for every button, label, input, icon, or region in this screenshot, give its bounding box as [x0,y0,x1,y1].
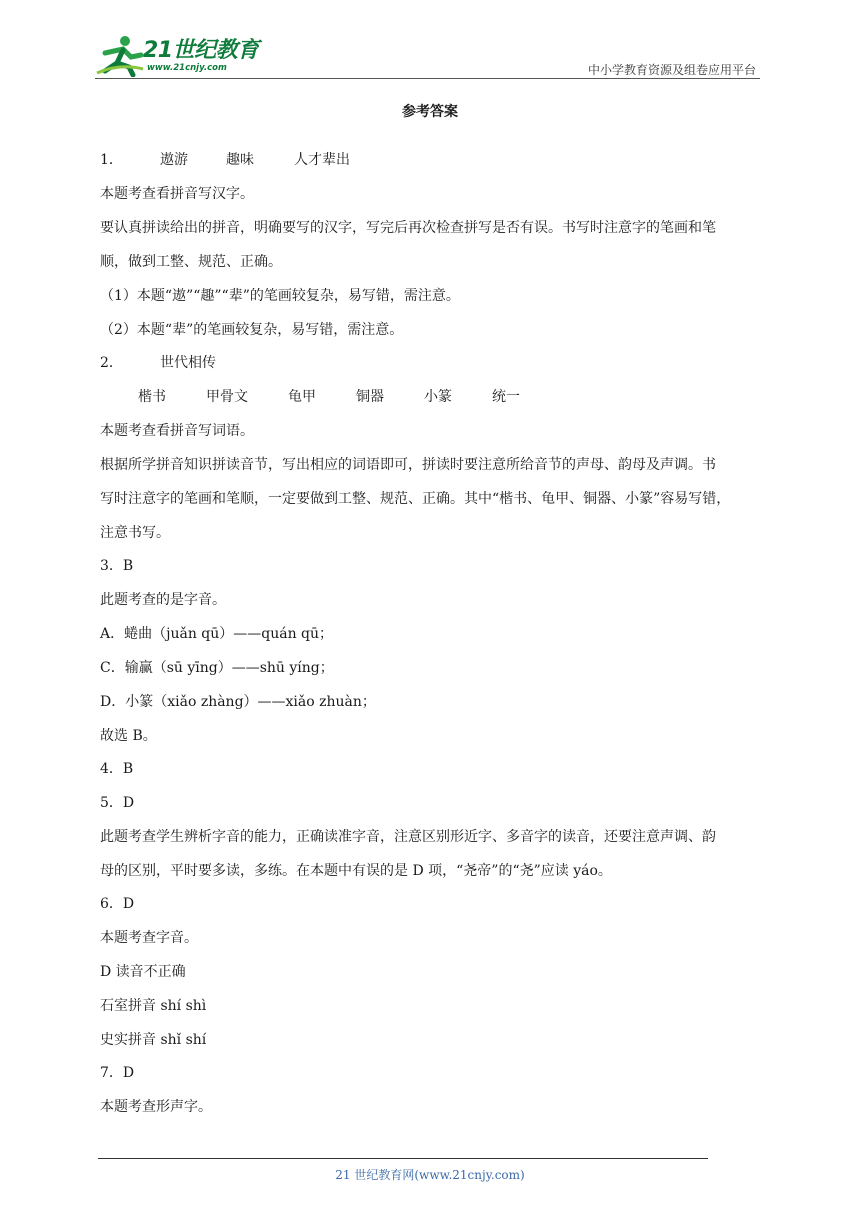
q2-answer-5: 小篆 [424,389,452,405]
q2-line-1: 本题考查看拼音写词语。 [100,423,254,439]
q2-answer-6: 统一 [492,389,520,405]
q1-answer-row [100,150,350,170]
q6-line-1: 本题考查字音。 [100,930,198,946]
runner-logo-icon [95,33,145,77]
q6-answer: 6．D [100,896,135,912]
q2-answers-row [138,387,520,407]
logo-text: 21世纪教育 [143,38,259,63]
q3-line-2: A．蜷曲（juǎn qū）——quán qū； [100,626,334,642]
page-header [0,0,860,84]
q3-line-4: D．小篆（xiǎo zhàng）——xiǎo zhuàn； [100,694,376,710]
logo [95,33,265,77]
q1-line-5: （2）本题“辈”的笔画较复杂，易写错，需注意。 [100,322,404,338]
q6-line-2: D 读音不正确 [100,964,186,980]
q1-line-4: （1）本题“遨”“趣”“辈”的笔画较复杂，易写错，需注意。 [100,288,460,304]
q1-line-3: 顺，做到工整、规范、正确。 [100,254,282,270]
q2-line-3: 写时注意字的笔画和笔顺，一定要做到工整、规范、正确。其中“楷书、龟甲、铜器、小篆”容易写错， [100,491,731,507]
q7-answer: 7．D [100,1065,135,1081]
q2-answer-1: 楷书 [138,389,166,405]
q1-answer-3: 人才辈出 [294,152,350,168]
q1-number: 1． [100,152,123,168]
q5-line-1: 此题考查学生辨析字音的能力，正确读准字音，注意区别形近字、多音字的读音，还要注意声调、韵 [100,829,716,845]
q6-line-4: 史实拼音 shǐ shí [100,1032,207,1048]
footer-divider [98,1158,708,1159]
q2-line-4: 注意书写。 [100,525,170,541]
q5-answer: 5．D [100,795,135,811]
q3-line-3: C．输赢（sū yīng）——shū yíng； [100,660,334,676]
q3-line-1: 此题考查的是字音。 [100,592,226,608]
q6-line-3: 石室拼音 shí shì [100,998,207,1014]
q2-answer-4: 铜器 [356,389,384,405]
page-footer[interactable]: 21 世纪教育网(www.21cnjy.com) [335,1168,525,1182]
q2-answer-3: 龟甲 [288,389,316,405]
q2-line-2: 根据所学拼音知识拼读音节，写出相应的词语即可，拼读时要注意所给音节的声母、韵母及声调。书 [100,457,716,473]
header-divider [95,78,760,79]
q4-answer: 4．B [100,761,134,777]
q3-answer: 3．B [100,558,134,574]
q2-answer-main: 世代相传 [160,355,216,371]
q5-line-2: 母的区别，平时要多读，多练。在本题中有误的是 D 项，“尧帝”的“尧”应读 yáo。 [100,863,612,879]
q1-line-2: 要认真拼读给出的拼音，明确要写的汉字，写完后再次检查拼写是否有误。书写时注意字的笔画和笔 [100,220,716,236]
q2-number: 2． [100,355,123,371]
q1-answer-1: 遨游 [160,152,188,168]
page-title: 参考答案 [402,104,458,120]
q1-line-1: 本题考查看拼音写汉字。 [100,186,254,202]
header-tagline: 中小学教育资源及组卷应用平台 [587,63,756,77]
q2-answer-row [100,353,216,373]
q2-answer-2: 甲骨文 [206,389,248,405]
logo-url: www.21cnjy.com [147,63,227,73]
q7-line-1: 本题考查形声字。 [100,1099,212,1115]
q1-answer-2: 趣味 [226,152,254,168]
q3-line-5: 故选 B。 [100,728,157,744]
